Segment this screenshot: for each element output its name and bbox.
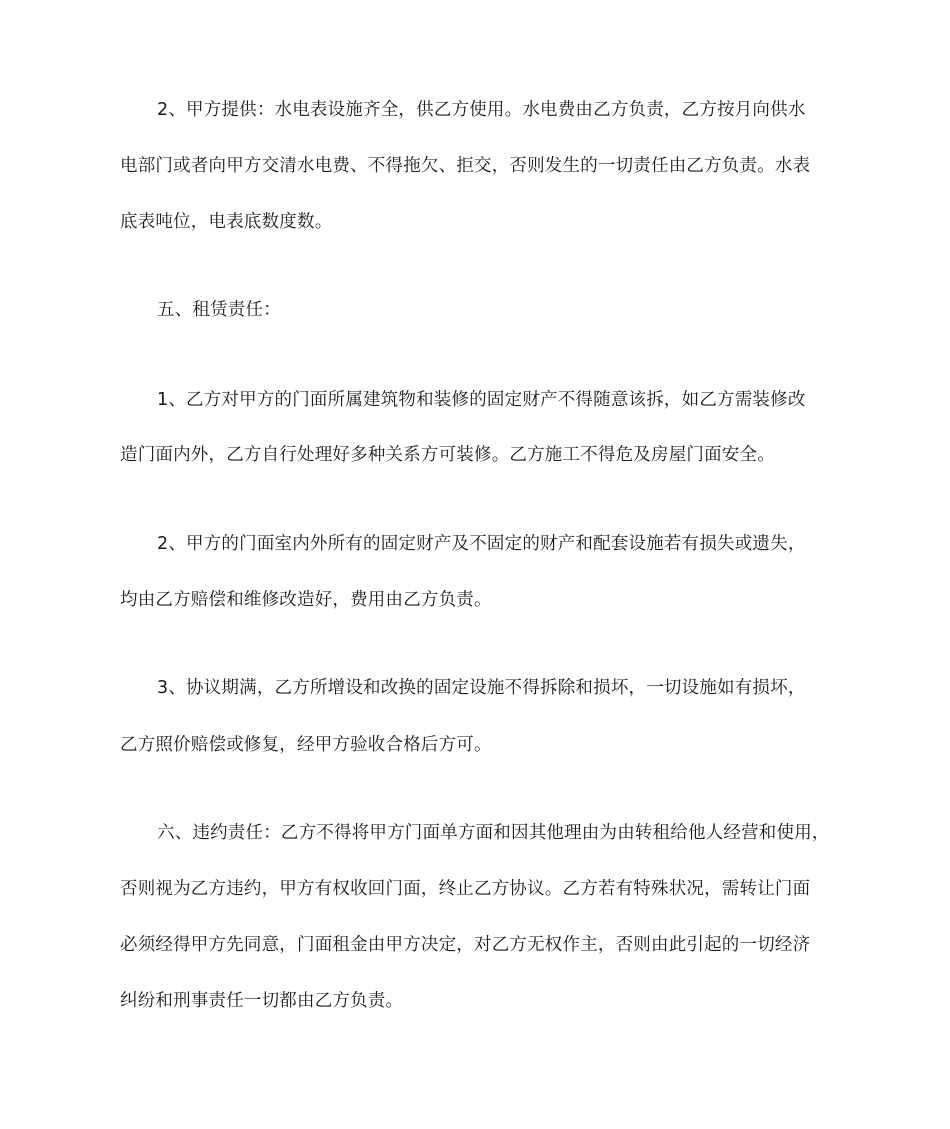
paragraph-line: 底表吨位，电表底数度数。 bbox=[120, 212, 333, 232]
paragraph-line: 否则视为乙方违约，甲方有权收回门面，终止乙方协议。乙方若有特殊状况，需转让门面 bbox=[120, 879, 811, 899]
paragraph-line: 乙方照价赔偿或修复，经甲方验收合格后方可。 bbox=[120, 735, 492, 755]
section-heading: 五、租赁责任： bbox=[157, 300, 281, 320]
paragraph-line: 3、协议期满，乙方所增设和改换的固定设施不得拆除和损坏，一切设施如有损坏， bbox=[157, 678, 806, 698]
paragraph-line: 电部门或者向甲方交清水电费、不得拖欠、拒交，否则发生的一切责任由乙方负责。水表 bbox=[120, 156, 811, 176]
paragraph-line: 均由乙方赔偿和维修改造好，费用由乙方负责。 bbox=[120, 590, 492, 610]
paragraph-line: 2、甲方的门面室内外所有的固定财产及不固定的财产和配套设施若有损失或遗失， bbox=[157, 534, 806, 554]
paragraph-line: 六、违约责任：乙方不得将甲方门面单方面和因其他理由为由转租给他人经营和使用， bbox=[157, 823, 830, 843]
paragraph-line: 1、乙方对甲方的门面所属建筑物和装修的固定财产不得随意该拆，如乙方需装修改 bbox=[157, 390, 806, 410]
paragraph-line: 2、甲方提供：水电表设施齐全，供乙方使用。水电费由乙方负责，乙方按月向供水 bbox=[157, 100, 806, 120]
paragraph-line: 纠纷和刑事责任一切都由乙方负责。 bbox=[120, 991, 404, 1011]
paragraph-line: 造门面内外，乙方自行处理好多种关系方可装修。乙方施工不得危及房屋门面安全。 bbox=[120, 445, 775, 465]
paragraph-line: 必须经得甲方先同意，门面租金由甲方决定，对乙方无权作主，否则由此引起的一切经济 bbox=[120, 935, 811, 955]
